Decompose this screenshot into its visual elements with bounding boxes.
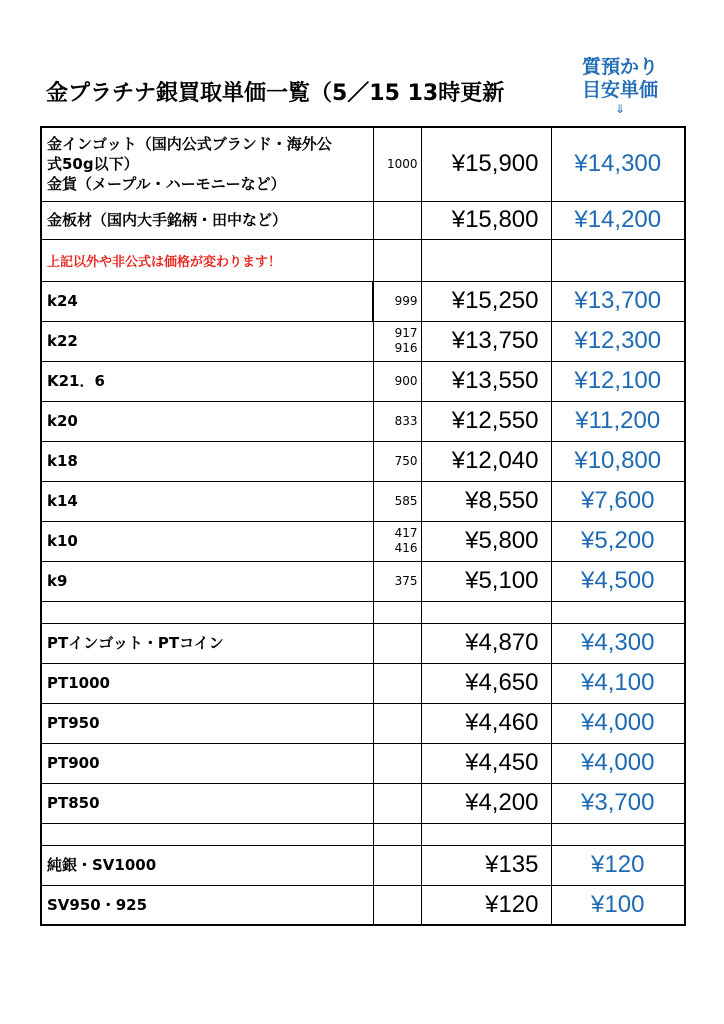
- pawn-header-line1: 質預かり: [581, 56, 658, 78]
- purity-cell: [373, 885, 421, 925]
- pawn-price: ¥12,100: [551, 361, 685, 401]
- pawn-price: ¥7,600: [551, 481, 685, 521]
- buy-price: ¥13,750: [421, 321, 551, 361]
- buy-price: ¥8,550: [421, 481, 551, 521]
- purity-value: 750: [394, 453, 418, 468]
- pawn-price: ¥100: [551, 885, 685, 925]
- item-name-line: 金インゴット（国内公式ブランド・海外公: [47, 135, 332, 154]
- spacer-cell: [551, 823, 685, 845]
- purity-cell: [373, 703, 421, 743]
- pawn-price: ¥3,700: [551, 783, 685, 823]
- pawn-price: ¥4,300: [551, 623, 685, 663]
- table-row: [41, 521, 685, 561]
- pawn-price: ¥13,700: [551, 281, 685, 321]
- item-name-line: K21．6: [47, 372, 105, 390]
- pawn-price: ¥11,200: [551, 401, 685, 441]
- buy-price: ¥4,650: [421, 663, 551, 703]
- spacer-cell: [421, 601, 551, 623]
- item-name: [41, 127, 373, 201]
- purity-value: 417: [394, 526, 418, 540]
- item-name: [41, 521, 373, 561]
- spacer-cell: [551, 601, 685, 623]
- purity-cell: [373, 127, 421, 201]
- item-name-line: PT950: [47, 714, 100, 732]
- item-name: [41, 441, 373, 481]
- item-name: [41, 623, 373, 663]
- purity-cell: [373, 441, 421, 481]
- empty-cell: [373, 239, 421, 281]
- pawn-price: ¥4,000: [551, 743, 685, 783]
- table-row: [41, 321, 685, 361]
- buy-price: ¥4,450: [421, 743, 551, 783]
- buy-price: ¥15,800: [421, 201, 551, 239]
- table-row: [41, 481, 685, 521]
- pawn-price: ¥14,300: [551, 127, 685, 201]
- item-name-line: 純銀・SV1000: [47, 856, 157, 874]
- table-row: [41, 361, 685, 401]
- pawn-price: ¥14,200: [551, 201, 685, 239]
- item-name: [41, 401, 373, 441]
- table-row: [41, 601, 685, 623]
- item-name: [41, 845, 373, 885]
- spacer-cell: [373, 823, 421, 845]
- purity-value: 1000: [386, 156, 418, 171]
- purity-cell: [373, 401, 421, 441]
- table-row: [41, 743, 685, 783]
- item-name: [41, 783, 373, 823]
- table-row: [41, 845, 685, 885]
- purity-value: 375: [394, 573, 418, 588]
- spacer-cell: [41, 601, 373, 623]
- table-row: [41, 239, 685, 281]
- item-name-line: PT850: [47, 794, 100, 812]
- table-row: [41, 441, 685, 481]
- buy-price: ¥4,460: [421, 703, 551, 743]
- purity-value: 833: [394, 413, 418, 428]
- purity-cell: [373, 481, 421, 521]
- item-name: [41, 201, 373, 239]
- item-name-line: 金貨（メープル・ハーモニーなど）: [47, 175, 286, 194]
- table-row: [41, 663, 685, 703]
- item-name-line: 金板材（国内大手銘柄・田中など）: [47, 211, 288, 229]
- spacer-cell: [41, 823, 373, 845]
- table-row: [41, 783, 685, 823]
- table-row: [41, 623, 685, 663]
- item-name-line: 式50g以下）: [47, 155, 139, 174]
- buy-price: ¥13,550: [421, 361, 551, 401]
- item-name: [41, 885, 373, 925]
- purity-value: 585: [394, 493, 418, 508]
- buy-price: ¥12,550: [421, 401, 551, 441]
- buy-price: ¥4,870: [421, 623, 551, 663]
- purity-cell: [373, 743, 421, 783]
- buy-price: ¥12,040: [421, 441, 551, 481]
- empty-cell: [551, 239, 685, 281]
- buy-price: ¥5,100: [421, 561, 551, 601]
- page-title: 金プラチナ銀買取単価一覧（5／15 13時更新: [46, 81, 505, 106]
- purity-cell: [373, 623, 421, 663]
- purity-cell: [373, 361, 421, 401]
- purity-cell: [373, 663, 421, 703]
- table-row: [41, 281, 685, 321]
- item-name: [41, 663, 373, 703]
- empty-cell: [421, 239, 551, 281]
- item-name-line: k10: [47, 532, 78, 550]
- buy-price: ¥15,250: [421, 281, 551, 321]
- table-row: [41, 823, 685, 845]
- item-name-line: PT1000: [47, 674, 110, 692]
- item-name-line: k24: [47, 292, 78, 310]
- table-row: [41, 703, 685, 743]
- pawn-price: ¥12,300: [551, 321, 685, 361]
- item-name: [41, 281, 373, 321]
- item-name-line: k9: [47, 572, 68, 590]
- item-name: [41, 743, 373, 783]
- purity-cell: [373, 783, 421, 823]
- notice-cell: 上記以外や非公式は価格が変わります！: [41, 239, 373, 281]
- table-row: [41, 885, 685, 925]
- buy-price: ¥15,900: [421, 127, 551, 201]
- pawn-price: ¥4,100: [551, 663, 685, 703]
- purity-value: 917: [394, 326, 418, 340]
- item-name-line: PT900: [47, 754, 100, 772]
- item-name: [41, 561, 373, 601]
- item-name-line: k14: [47, 492, 78, 510]
- pawn-price: ¥10,800: [551, 441, 685, 481]
- pawn-price: ¥120: [551, 845, 685, 885]
- item-name-line: SV950・925: [47, 895, 148, 914]
- price-table: [40, 126, 686, 926]
- purity-cell: [373, 561, 421, 601]
- table-row: [41, 561, 685, 601]
- down-arrow-icon: ⇓: [614, 102, 626, 116]
- purity-value: 999: [394, 293, 418, 308]
- pawn-header-line2: 目安単価: [581, 79, 658, 101]
- spacer-cell: [373, 601, 421, 623]
- table-row: [41, 201, 685, 239]
- pawn-price: ¥4,500: [551, 561, 685, 601]
- item-name-line: k22: [47, 332, 78, 350]
- pawn-price: ¥4,000: [551, 703, 685, 743]
- buy-price: ¥135: [421, 845, 551, 885]
- purity-value: 416: [394, 541, 418, 555]
- item-name: [41, 361, 373, 401]
- item-name: [41, 703, 373, 743]
- table-row: [41, 401, 685, 441]
- purity-value: 900: [394, 373, 418, 388]
- purity-cell: [373, 201, 421, 239]
- buy-price: ¥5,800: [421, 521, 551, 561]
- item-name-line: k18: [47, 452, 78, 470]
- item-name-line: PTインゴット・PTコイン: [47, 634, 224, 652]
- spacer-cell: [421, 823, 551, 845]
- purity-cell: [373, 845, 421, 885]
- item-name: [41, 321, 373, 361]
- item-name-line: k20: [47, 412, 78, 430]
- pawn-column-header: [562, 56, 678, 116]
- pawn-price: ¥5,200: [551, 521, 685, 561]
- buy-price: ¥120: [421, 885, 551, 925]
- item-name: [41, 481, 373, 521]
- table-row: [41, 127, 685, 201]
- buy-price: ¥4,200: [421, 783, 551, 823]
- purity-value: 916: [394, 341, 418, 355]
- purity-cell: [373, 281, 421, 321]
- purity-cell: [373, 521, 421, 561]
- purity-cell: [373, 321, 421, 361]
